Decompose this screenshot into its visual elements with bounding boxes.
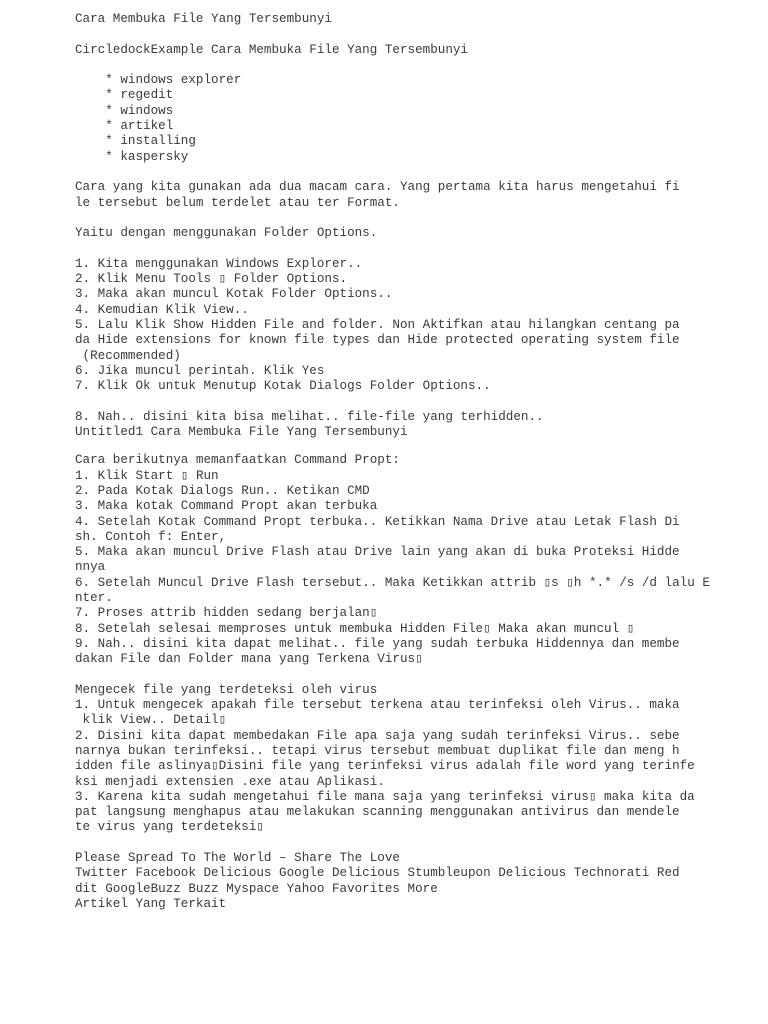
- cmd-line: 8. Setelah selesai memproses untuk membuka Hidden File▯ Maka akan muncul ▯: [75, 621, 635, 636]
- virus-line: 2. Disini kita dapat membedakan File apa saja yang sudah terinfeksi Virus.. sebe: [75, 728, 680, 743]
- virus-line: Mengecek file yang terdeteksi oleh virus: [75, 682, 378, 697]
- folder-options-steps: [75, 257, 755, 395]
- tag-item: * kaspersky: [75, 149, 189, 164]
- cmd-line: 3. Maka kotak Command Propt akan terbuka: [75, 499, 378, 514]
- cmd-line: nter.: [75, 590, 113, 605]
- intro-line: le tersebut belum terdelet atau ter Format.: [75, 195, 400, 210]
- cmd-line: dakan File dan Folder mana yang Terkena Virus▯: [75, 652, 423, 667]
- tag-list: [75, 73, 755, 165]
- cmd-line: 6. Setelah Muncul Drive Flash tersebut.. Maka Ketikkan attrib ▯s ▯h *.* /s /d lalu E: [75, 575, 710, 590]
- folder-options-result: [75, 410, 755, 441]
- step-line: da Hide extensions for known file types dan Hide protected operating system file: [75, 333, 680, 348]
- step-line: 6. Jika muncul perintah. Klik Yes: [75, 363, 325, 378]
- cmd-line: 2. Pada Kotak Dialogs Run.. Ketikan CMD: [75, 483, 370, 498]
- virus-line: 3. Karena kita sudah mengetahui file mana saja yang terinfeksi virus▯ maka kita da: [75, 789, 695, 804]
- cmd-line: 5. Maka akan muncul Drive Flash atau Drive lain yang akan di buka Proteksi Hidde: [75, 545, 680, 560]
- virus-line: pat langsung menghapus atau melakukan scanning menggunakan antivirus dan mendele: [75, 805, 680, 820]
- document-subtitle: CircledockExample Cara Membuka File Yang Tersembunyi: [75, 42, 468, 57]
- footer-line: Please Spread To The World – Share The Love: [75, 851, 400, 866]
- cmd-line: 4. Setelah Kotak Command Propt terbuka.. Ketikkan Nama Drive atau Letak Flash Di: [75, 514, 680, 529]
- step-line: (Recommended): [75, 348, 181, 363]
- intro-paragraph: [75, 180, 755, 211]
- virus-line: idden file aslinya▯Disini file yang terinfeksi virus adalah file word yang terinfe: [75, 759, 695, 774]
- cmd-section: [75, 453, 755, 667]
- footer-section: [75, 851, 755, 912]
- folder-options-heading: Yaitu dengan menggunakan Folder Options.: [75, 226, 378, 241]
- document-title: Cara Membuka File Yang Tersembunyi: [75, 12, 332, 26]
- step-line: 2. Klik Menu Tools ▯ Folder Options.: [75, 272, 348, 287]
- virus-section: [75, 683, 755, 836]
- step-line: 4. Kemudian Klik View..: [75, 302, 249, 317]
- cmd-line: 9. Nah.. disini kita dapat melihat.. file yang sudah terbuka Hiddennya dan membe: [75, 636, 680, 651]
- virus-line: klik View.. Detail▯: [75, 713, 227, 728]
- result-line: Untitled1 Cara Membuka File Yang Tersembunyi: [75, 425, 408, 440]
- result-line: 8. Nah.. disini kita bisa melihat.. file-file yang terhidden..: [75, 409, 544, 424]
- cmd-line: 7. Proses attrib hidden sedang berjalan▯: [75, 606, 378, 621]
- tag-item: * installing: [75, 134, 196, 149]
- intro-line: Cara yang kita gunakan ada dua macam cara. Yang pertama kita harus mengetahui fi: [75, 180, 680, 195]
- virus-line: narnya bukan terinfeksi.. tetapi virus tersebut membuat duplikat file dan meng h: [75, 743, 680, 758]
- document-body: [75, 12, 755, 912]
- cmd-line: nnya: [75, 560, 106, 575]
- tag-item: * regedit: [75, 88, 174, 103]
- cmd-line: sh. Contoh f: Enter,: [75, 529, 227, 544]
- footer-line: Twitter Facebook Delicious Google Delicious Stumbleupon Delicious Technorati Red: [75, 866, 680, 881]
- step-line: 5. Lalu Klik Show Hidden File and folder. Non Aktifkan atau hilangkan centang pa: [75, 317, 680, 332]
- virus-line: ksi menjadi extensien .exe atau Aplikasi.: [75, 774, 385, 789]
- cmd-line: Cara berikutnya memanfaatkan Command Propt:: [75, 453, 400, 468]
- tag-item: * artikel: [75, 119, 174, 134]
- cmd-line: 1. Klik Start ▯ Run: [75, 468, 219, 483]
- tag-item: * windows explorer: [75, 73, 242, 88]
- virus-line: 1. Untuk mengecek apakah file tersebut terkena atau terinfeksi oleh Virus.. maka: [75, 698, 680, 713]
- footer-line: Artikel Yang Terkait: [75, 896, 227, 911]
- step-line: 7. Klik Ok untuk Menutup Kotak Dialogs Folder Options..: [75, 379, 491, 394]
- virus-line: te virus yang terdeteksi▯: [75, 820, 264, 835]
- footer-line: dit GoogleBuzz Buzz Myspace Yahoo Favorites More: [75, 881, 438, 896]
- step-line: 3. Maka akan muncul Kotak Folder Options..: [75, 287, 393, 302]
- tag-item: * windows: [75, 103, 174, 118]
- step-line: 1. Kita menggunakan Windows Explorer..: [75, 256, 363, 271]
